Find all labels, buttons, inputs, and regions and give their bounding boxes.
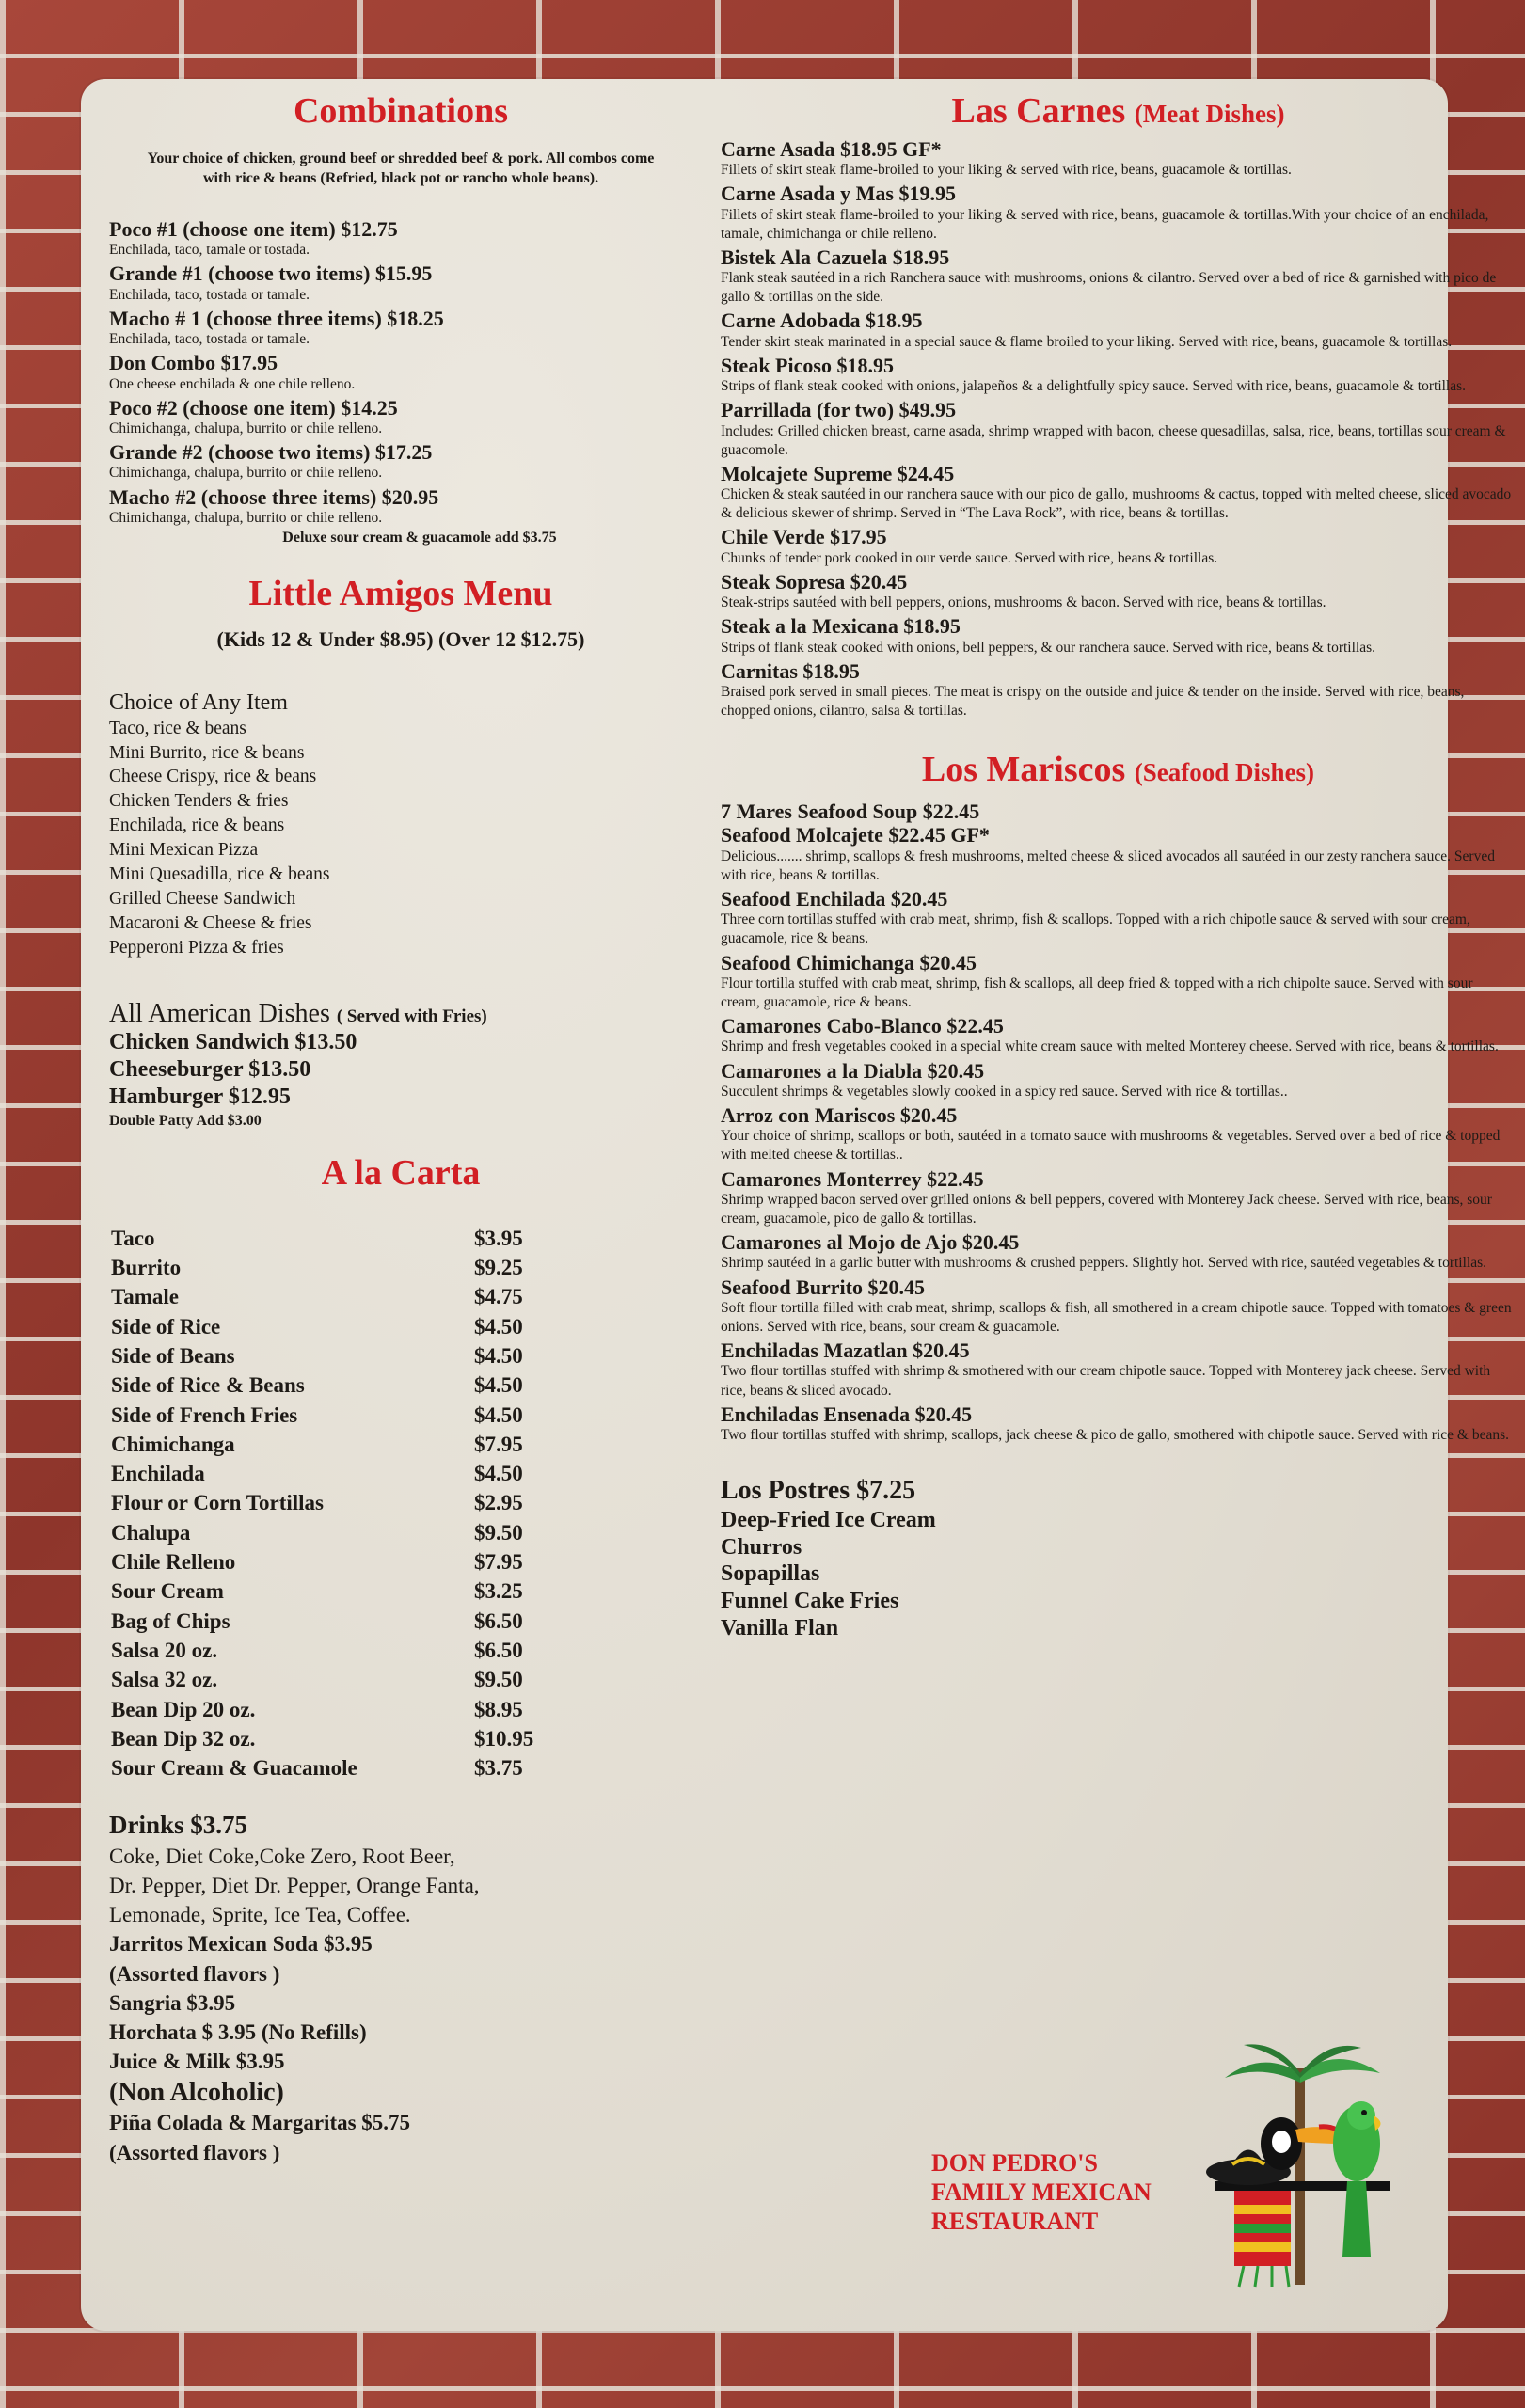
kids-item: Chicken Tenders & fries [109,791,289,812]
menu-panel [81,79,1512,2331]
carta-item-name: Burrito [111,1256,182,1280]
carta-item-price: $6.50 [474,1608,523,1633]
combo-item-name: Poco #2 (choose one item) $14.25 [109,395,398,420]
carnes-item-desc: Chicken & steak sautéed in our ranchera sauce with our pico de gallo, mushrooms & cactus, topped with melted cheese, sliced avocado & delicious skewer of shrimp. Served in “The Lava Rock”, with rice, beans & tortillas. [721,486,1512,522]
mariscos-item-name: Camarones Cabo-Blanco $22.45 [721,1014,1004,1038]
american-item: Cheeseburger $13.50 [109,1057,311,1083]
carta-row [111,1341,568,1370]
mariscos-item-desc: Two flour tortillas stuffed with shrimp & smothered with our cream chipotle sauce. Topped with Monterey jack cheese. Served with rice, beans & sliced avocado. [721,1363,1491,1399]
carnes-item-name: Carne Adobada $18.95 [721,309,923,333]
combo-item-name: Macho #2 (choose three items) $20.95 [109,484,439,509]
restaurant-name-line: FAMILY MEXICAN [931,2178,1152,2207]
combinations-note: Deluxe sour cream & guacamole add $3.75 [282,530,557,547]
carnes-item-desc: Braised pork served in small pieces. The meat is crispy on the outside and juice & tender on the inside. Served with rice, beans, chopped onions, cilantro, salsa & tortillas. [721,684,1465,720]
kids-item: Mini Quesadilla, rice & beans [109,864,330,885]
carta-title: A la Carta [321,1152,481,1193]
combo-item-name: Don Combo $17.95 [109,351,278,375]
carta-row [111,1665,568,1694]
carta-item-price: $9.50 [474,1520,523,1545]
combo-item-name: Grande #1 (choose two items) $15.95 [109,261,433,286]
drink-item: Juice & Milk $3.95 [109,2050,285,2074]
drink-line: Lemonade, Sprite, Ice Tea, Coffee. [109,1903,411,1927]
carta-item-price: $2.95 [474,1491,523,1515]
mariscos-item-name: Seafood Burrito $20.45 [721,1275,925,1299]
mariscos-item-name: Enchiladas Mazatlan $20.45 [721,1339,970,1363]
mariscos-item-name: Enchiladas Ensenada $20.45 [721,1402,973,1426]
right-column [721,79,1516,1642]
carta-item-price: $4.50 [474,1314,523,1339]
american-item: Chicken Sandwich $13.50 [109,1030,357,1055]
kids-item: Taco, rice & beans [109,718,246,738]
carta-item-name: Sour Cream [111,1579,224,1604]
combo-item-desc: Chimichanga, chalupa, burrito or chile relleno. [109,465,383,482]
mariscos-item-name: Camarones al Mojo de Ajo $20.45 [721,1230,1020,1255]
carta-row [111,1724,568,1753]
carnes-item-desc: Includes: Grilled chicken breast, carne asada, shrimp wrapped with bacon, cheese quesadillas, salsa, rice, beans, tortillas sour cream & guacomole. [721,422,1506,458]
combo-item-name: Macho # 1 (choose three items) $18.25 [109,306,444,330]
carnes-item-name: Chile Verde $17.95 [721,525,887,549]
carta-item-price: $9.50 [474,1668,523,1692]
kids-item: Cheese Crispy, rice & beans [109,767,317,787]
combo-item-desc: Enchilada, taco, tostada or tamale. [109,286,310,303]
mariscos-item-desc: Your choice of shrimp, scallops or both, sautéed in a tomato sauce with mushrooms & vegetables. Served over a bed of rice & topped with melted cheese & tortillas.. [721,1128,1501,1164]
drinks-bold-list-2 [109,2108,692,2167]
drink-item: (Assorted flavors ) [109,1961,280,1986]
postres-item: Funnel Cake Fries [721,1589,899,1614]
carnes-item-desc: Strips of flank steak cooked with onions, jalapeños & a delightfully spicy sauce. Served with rice, beans, guacamole & tortillas. [721,378,1467,395]
drink-item: Piña Colada & Margaritas $5.75 [109,2111,411,2135]
mariscos-item-desc: Succulent shrimps & vegetables slowly cooked in a spicy red sauce. Served with rice & tortillas.. [721,1083,1288,1100]
american-list [109,1029,692,1110]
kids-item: Macaroni & Cheese & fries [109,913,312,934]
carnes-item-desc: Fillets of skirt steak flame-broiled to your liking & served with rice, beans, guacamole & tortillas.With your choice of an enchilada, tamale, chimichanga or chile relleno. [721,206,1489,242]
carnes-title-text: Las Carnes [951,91,1126,131]
carnes-item-desc: Chunks of tender pork cooked in our verde sauce. Served with rice, beans & tortillas. [721,549,1218,566]
carnes-title-note: (Meat Dishes) [1134,100,1285,128]
carta-item-name: Sour Cream & Guacamole [111,1756,357,1781]
carta-item-price: $6.50 [474,1638,523,1662]
carnes-item-name: Steak a la Mexicana $18.95 [721,614,961,639]
left-column [109,79,692,2167]
mariscos-item-desc: Delicious....... shrimp, scallops & fresh mushrooms, melted cheese & sliced avocados all sautéed in our zesty ranchera sauce. Served with rice, beans & tortillas. [721,848,1495,883]
american-note: Double Patty Add $3.00 [109,1112,262,1129]
carta-item-price: $7.95 [474,1432,523,1456]
combinations-intro: Your choice of chicken, ground beef or shredded beef & pork. All combos come with rice & beans (Refried, black pot or rancho whole beans). [147,150,655,187]
carta-item-name: Side of Rice & Beans [111,1373,305,1398]
mariscos-title [721,751,1516,790]
mariscos-list [721,800,1516,1445]
carta-row [111,1253,568,1282]
carnes-item-name: Molcajete Supreme $24.45 [721,461,955,485]
carta-row [111,1607,568,1636]
carta-row [111,1576,568,1606]
postres-item: Deep-Fried Ice Cream [721,1507,936,1532]
kids-item: Grilled Cheese Sandwich [109,889,296,910]
carta-row [111,1636,568,1665]
carta-item-name: Side of French Fries [111,1402,298,1427]
restaurant-name-line: DON PEDRO'S [931,2149,1098,2177]
carnes-item-desc: Tender skirt steak marinated in a special sauce & flame broiled to your liking. Served with rice, beans, guacamole & tortillas. [721,333,1453,350]
restaurant-name [931,2148,1152,2237]
kids-subtitle: (Kids 12 & Under $8.95) (Over 12 $12.75) [216,626,585,651]
mariscos-item-desc: Three corn tortillas stuffed with crab meat, shrimp, fish & scallops. Topped with a rich chipotle sauce & served with sour cream, guacamole, rice & beans. [721,911,1470,947]
carta-table [111,1224,568,1783]
carta-item-name: Bag of Chips [111,1608,230,1633]
combo-item-desc: Enchilada, taco, tamale or tostada. [109,242,310,259]
postres-item: Vanilla Flan [721,1615,839,1640]
carta-item-name: Side of Beans [111,1343,235,1368]
mariscos-item-desc: Soft flour tortilla filled with crab meat, shrimp, scallops & fish, all smothered in a cream chipotle sauce. Topped with tomatoes & green onions. Served with rice, beans, sour cream & guacamole. [721,1299,1512,1336]
carta-item-name: Chile Relleno [111,1550,236,1575]
carnes-item-desc: Fillets of skirt steak flame-broiled to your liking & served with rice, beans, guacamole & tortillas. [721,162,1292,179]
carta-row [111,1518,568,1547]
combinations-list [109,217,692,528]
carta-item-price: $4.50 [474,1402,523,1427]
mariscos-item-name: Seafood Chimichanga $20.45 [721,950,977,974]
drinks-bold-list [109,1929,692,2076]
drinks-list [109,1842,692,1929]
drinks-non-alcoholic: (Non Alcoholic) [109,2077,284,2107]
mariscos-item-desc: Flour tortilla stuffed with crab meat, shrimp, fish & scallops, all deep fried & topped with a rich chipolte sauce. Served with sour cream, guacamole, rice & beans. [721,974,1473,1010]
parrot-mascot-icon [1206,2040,1394,2294]
american-item: Hamburger $12.95 [109,1085,291,1110]
combo-item-desc: One cheese enchilada & one chile relleno. [109,375,356,392]
carta-item-name: Bean Dip 32 oz. [111,1726,256,1751]
combo-item-desc: Chimichanga, chalupa, burrito or chile relleno. [109,420,383,437]
mariscos-item-name: 7 Mares Seafood Soup $22.45 [721,800,980,824]
american-title [109,998,692,1030]
carta-item-name: Enchilada [111,1462,205,1486]
mariscos-item-name: Camarones a la Diabla $20.45 [721,1058,985,1083]
carnes-item-desc: Flank steak sautéed in a rich Ranchera sauce with mushrooms, onions & cilantro. Served over a bed of rice & garnished with pico de gallo & tortillas on the side. [721,270,1497,306]
carnes-item-name: Steak Picoso $18.95 [721,353,894,377]
carta-item-name: Side of Rice [111,1314,221,1339]
kids-item: Enchilada, rice & beans [109,816,285,836]
carta-row [111,1370,568,1400]
carnes-item-desc: Steak-strips sautéed with bell peppers, onions, mushrooms & bacon. Served with rice, beans & tortillas. [721,594,1326,611]
drink-item: Jarritos Mexican Soda $3.95 [109,1932,373,1956]
carta-row [111,1488,568,1517]
carnes-item-name: Parrillada (for two) $49.95 [721,398,957,422]
combo-item-name: Poco #1 (choose one item) $12.75 [109,216,398,241]
carta-item-name: Salsa 32 oz. [111,1668,218,1692]
carta-item-name: Chimichanga [111,1432,235,1456]
kids-list [109,717,692,960]
combo-item-desc: Enchilada, taco, tostada or tamale. [109,331,310,348]
drink-line: Dr. Pepper, Diet Dr. Pepper, Orange Fanta, [109,1874,480,1898]
carta-row [111,1430,568,1459]
carta-item-price: $4.50 [474,1462,523,1486]
postres-title: Los Postres $7.25 [721,1476,916,1506]
carta-row [111,1224,568,1253]
carnes-item-desc: Strips of flank steak cooked with onions, bell peppers, & our ranchera sauce. Served with rice, beans & tortillas. [721,639,1376,656]
carnes-item-name: Carnitas $18.95 [721,658,860,683]
carta-row [111,1312,568,1341]
carta-row [111,1694,568,1723]
carta-item-name: Bean Dip 20 oz. [111,1697,256,1721]
drinks-title: Drinks $3.75 [109,1811,248,1840]
mariscos-item-desc: Shrimp sautéed in a garlic butter with mushrooms & crushed peppers. Slightly hot. Served with rice, sautéed vegetables & tortillas. [721,1255,1487,1272]
kids-item: Mini Mexican Pizza [109,840,259,861]
drink-item: Sangria $3.95 [109,1990,236,2015]
carta-item-price: $3.75 [474,1756,523,1781]
carta-item-price: $8.95 [474,1697,523,1721]
combo-item-name: Grande #2 (choose two items) $17.25 [109,440,433,465]
carta-item-price: $3.95 [474,1226,523,1250]
restaurant-name-line: RESTAURANT [931,2208,1099,2236]
carta-item-name: Salsa 20 oz. [111,1638,218,1662]
kids-choice-title: Choice of Any Item [109,689,288,715]
carta-item-name: Tamale [111,1285,179,1309]
drink-item: Horchata $ 3.95 (No Refills) [109,2020,367,2045]
carnes-title [721,92,1516,132]
postres-item: Sopapillas [721,1561,820,1587]
carta-item-name: Chalupa [111,1520,191,1545]
american-title-text: All American Dishes [109,998,330,1028]
carta-item-price: $10.95 [474,1726,534,1751]
mariscos-item-desc: Shrimp and fresh vegetables cooked in a special white cream sauce with melted Monterey cheese. Served with rice, beans & tortillas. [721,1038,1499,1055]
american-title-note: ( Served with Fries) [336,1006,487,1026]
carta-item-price: $3.25 [474,1579,523,1604]
mariscos-title-note: (Seafood Dishes) [1134,758,1315,787]
carnes-item-name: Bistek Ala Cazuela $18.95 [721,245,950,269]
combinations-title: Combinations [293,91,509,131]
carta-item-name: Taco [111,1226,155,1250]
mariscos-item-desc: Two flour tortillas stuffed with shrimp, scallops, jack cheese & pico de gallo, smothered with chipotle sauce. Served with rice & beans. [721,1427,1509,1444]
combo-item-desc: Chimichanga, chalupa, burrito or chile relleno. [109,509,383,526]
kids-item: Mini Burrito, rice & beans [109,742,305,763]
carta-item-price: $7.95 [474,1550,523,1575]
carnes-item-name: Steak Sopresa $20.45 [721,569,908,594]
carta-row [111,1282,568,1311]
kids-title: Little Amigos Menu [248,574,553,614]
drink-line: Coke, Diet Coke,Coke Zero, Root Beer, [109,1845,455,1869]
carta-item-price: $4.75 [474,1285,523,1309]
kids-item: Pepperoni Pizza & fries [109,937,284,958]
postres-item: Churros [721,1534,802,1560]
drink-item: (Assorted flavors ) [109,2140,280,2164]
mariscos-item-name: Arroz con Mariscos $20.45 [721,1103,958,1128]
mariscos-item-name: Seafood Molcajete $22.45 GF* [721,823,990,848]
carta-item-price: $4.50 [474,1373,523,1398]
mariscos-item-name: Camarones Monterrey $22.45 [721,1166,984,1191]
carnes-item-name: Carne Asada $18.95 GF* [721,136,942,161]
postres-list [721,1507,1516,1642]
carta-row [111,1547,568,1576]
carta-row [111,1459,568,1488]
mariscos-item-desc: Shrimp wrapped bacon served over grilled onions & bell peppers, covered with Monterey Jack cheese. Served with rice, beans, sour cream, guacamole, pico de gallo & tortillas. [721,1191,1492,1228]
carnes-list [721,137,1516,721]
carta-row [111,1753,568,1782]
carta-item-name: Flour or Corn Tortillas [111,1491,324,1515]
mariscos-item-name: Seafood Enchilada $20.45 [721,886,948,911]
mariscos-title-text: Los Mariscos [921,750,1126,790]
carta-item-price: $4.50 [474,1343,523,1368]
carnes-item-name: Carne Asada y Mas $19.95 [721,182,956,206]
carta-row [111,1400,568,1429]
carta-item-price: $9.25 [474,1256,523,1280]
